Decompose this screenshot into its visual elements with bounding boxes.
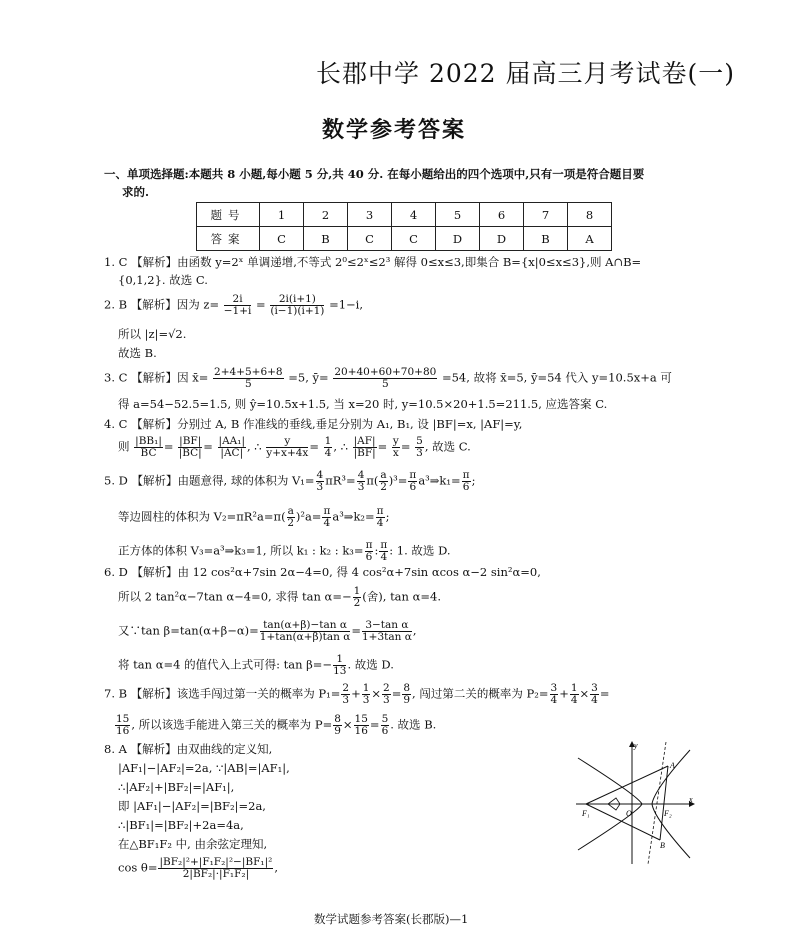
table-header-answer: 答案 bbox=[197, 227, 260, 251]
denominator: 2 bbox=[353, 597, 361, 610]
denominator: −1+i bbox=[223, 305, 252, 318]
q1-line1: 1. C 【解析】由函数 y=2ˣ 单调递增,不等式 2⁰≤2ˣ≤2³ 解得 0≤x≤3,即集合 B={x|0≤x≤3},则 A∩B= bbox=[104, 255, 642, 269]
table-cell: B bbox=[524, 227, 568, 251]
denominator: |BC| bbox=[178, 447, 202, 460]
q6-line1: 6. D 【解析】由 12 cos²α+7sin 2α−4=0, 得 4 cos²α+7sin αcos α−2 sin²α=0, bbox=[104, 565, 541, 579]
q2-fraction-1 bbox=[224, 294, 252, 317]
line-f1-b bbox=[586, 804, 660, 840]
point-b-label: B bbox=[660, 841, 665, 850]
q7-text: = bbox=[369, 717, 380, 732]
q5-text: )³= bbox=[388, 473, 408, 488]
section-heading: 一、单项选择题:本题共 8 小题,每小题 5 分,共 40 分. 在每小题给出的四个选项中,只有一项是符合题目要 bbox=[104, 167, 645, 181]
hyperbola-figure bbox=[568, 738, 698, 868]
q5-lead: 5. D 【解析】由题意得, 球的体积为 V₁= bbox=[104, 473, 315, 488]
denominator: 3 bbox=[342, 694, 350, 707]
numerator: π bbox=[365, 539, 373, 551]
q2-line2: 所以 |z|=√2. bbox=[118, 327, 187, 341]
f1-label: F₁ bbox=[582, 809, 590, 818]
denominator: 6 bbox=[381, 725, 389, 738]
q8-line2: |AF₁|−|AF₂|=2a, ∵|AB|=|AF₁|, bbox=[118, 761, 290, 775]
q4-fraction bbox=[218, 436, 246, 459]
numerator: 1 bbox=[324, 435, 332, 447]
denominator: 6 bbox=[462, 481, 470, 494]
table-cell: 5 bbox=[436, 203, 480, 227]
numerator: 8 bbox=[403, 682, 411, 694]
q7-fraction bbox=[341, 683, 350, 706]
q5-text: 等边圆柱的体积为 V₂=πR²a=π( bbox=[118, 509, 286, 524]
page-subtitle: 数学参考答案 bbox=[322, 117, 467, 143]
q4-fraction bbox=[134, 436, 163, 459]
numerator: 1 bbox=[353, 585, 361, 597]
numerator: |BF| bbox=[179, 435, 202, 447]
q5-fraction bbox=[316, 470, 325, 493]
numerator: a bbox=[287, 505, 294, 517]
denominator: 9 bbox=[334, 725, 341, 738]
q6-text: , bbox=[412, 623, 417, 638]
denominator: 4 bbox=[550, 694, 558, 707]
q8-line5: ∴|BF₁|=|BF₂|+2a=4a, bbox=[118, 818, 244, 832]
q8-line3: ∴|AF₂|+|BF₂|=|AF₁|, bbox=[118, 780, 235, 794]
q5-text: πR³= bbox=[325, 473, 356, 488]
q6-text: = bbox=[351, 623, 361, 638]
table-cell: D bbox=[480, 227, 524, 251]
q4-line1: 4. C 【解析】分别过 A, B 作准线的垂线,垂足分别为 A₁, B₁, 设 |BF|=x, |AF|=y, bbox=[104, 417, 523, 431]
denominator: 4 bbox=[591, 694, 598, 707]
q2-fraction-2 bbox=[270, 294, 324, 317]
y-axis-label: y bbox=[634, 741, 638, 750]
q2-line3: 故选 B. bbox=[118, 346, 157, 360]
numerator: 3−tan α bbox=[362, 620, 412, 632]
numerator: 3 bbox=[550, 682, 558, 694]
numerator: y bbox=[266, 436, 308, 448]
table-cell: 8 bbox=[568, 203, 612, 227]
q6-text: (舍), tan α=4. bbox=[362, 589, 441, 604]
table-cell: 3 bbox=[348, 203, 392, 227]
numerator: |BB₁| bbox=[135, 435, 162, 447]
q7-fraction bbox=[402, 683, 411, 706]
numerator: 1 bbox=[333, 654, 346, 666]
numerator: 4 bbox=[357, 469, 365, 481]
q5-fraction bbox=[365, 540, 374, 563]
q7-fraction bbox=[362, 683, 371, 706]
numerator: a bbox=[380, 469, 387, 481]
origin-label: O bbox=[626, 809, 632, 818]
table-cell: C bbox=[392, 227, 436, 251]
q4-therefore: , ∴ bbox=[333, 439, 348, 454]
page-title: 长郡中学 2022 届高三月考试卷(一) bbox=[316, 59, 736, 88]
q3-line1 bbox=[104, 367, 672, 390]
q6-text: 又∵tan β=tan(α+β−α)= bbox=[118, 623, 259, 638]
denominator: 9 bbox=[403, 694, 411, 707]
denominator: |AC| bbox=[220, 447, 244, 460]
q7-fraction bbox=[382, 683, 391, 706]
point-a-label: A bbox=[670, 761, 675, 770]
denominator: 4 bbox=[323, 517, 331, 530]
numerator: |AF| bbox=[353, 435, 376, 447]
q5-text: 正方体的体积 V₃=a³⇒k₃=1, 所以 k₁ : k₂ : k₃= bbox=[118, 543, 364, 558]
table-cell: C bbox=[260, 227, 304, 251]
q3-fraction-1 bbox=[213, 367, 284, 390]
numerator: π bbox=[462, 469, 470, 481]
table-cell: 2 bbox=[304, 203, 348, 227]
numerator: 2i(i+1) bbox=[270, 294, 324, 306]
denominator: 5 bbox=[381, 378, 389, 391]
numerator: π bbox=[380, 539, 388, 551]
q8-cos-formula bbox=[118, 857, 278, 880]
q5-line2 bbox=[118, 506, 389, 529]
q7-line1 bbox=[104, 683, 609, 706]
numerator: 5 bbox=[381, 713, 389, 725]
q5-line3 bbox=[118, 540, 451, 563]
numerator: 2 bbox=[383, 682, 390, 694]
q6-line3 bbox=[118, 620, 416, 643]
numerator: 2 bbox=[342, 682, 350, 694]
q7-fraction bbox=[590, 683, 599, 706]
q6-text: 所以 2 tan²α−7tan α−4=0, 求得 tan α=− bbox=[118, 589, 352, 604]
denominator: 3 bbox=[316, 481, 324, 494]
q8-line1: 8. A 【解析】由双曲线的定义知, bbox=[104, 742, 273, 756]
q7-fraction bbox=[381, 714, 390, 737]
numerator: 2+4+5+6+8 bbox=[214, 366, 283, 378]
q7-text: = bbox=[391, 686, 402, 701]
q5-text: ; bbox=[471, 473, 476, 488]
q5-fraction bbox=[379, 470, 387, 493]
q8-text: , bbox=[274, 860, 279, 875]
q5-text: : 1. 故选 D. bbox=[389, 543, 451, 558]
q8-text: cos θ= bbox=[118, 860, 158, 875]
q5-fraction bbox=[462, 470, 471, 493]
numerator: y bbox=[392, 435, 399, 447]
q3-fraction-2 bbox=[333, 367, 437, 390]
denominator: 4 bbox=[380, 551, 388, 564]
q6-line2 bbox=[118, 586, 441, 609]
denominator: 5 bbox=[244, 378, 252, 391]
q7-fraction bbox=[354, 714, 369, 737]
q7-line2 bbox=[114, 714, 436, 737]
numerator: 15 bbox=[354, 713, 368, 725]
denominator: 4 bbox=[570, 694, 578, 707]
q2-line1 bbox=[104, 294, 363, 317]
section-heading-cont: 求的. bbox=[122, 185, 150, 199]
numerator: 8 bbox=[334, 713, 341, 725]
table-cell: A bbox=[568, 227, 612, 251]
denominator: 16 bbox=[116, 725, 130, 738]
q7-text: = bbox=[599, 686, 610, 701]
denominator: y+x+4x bbox=[266, 447, 309, 460]
q4-fraction bbox=[392, 436, 400, 459]
q7-text: , 闯过第二关的概率为 P₂= bbox=[412, 686, 549, 701]
q8-fraction bbox=[158, 857, 273, 880]
numerator: 15 bbox=[116, 713, 130, 725]
numerator: π bbox=[323, 505, 331, 517]
q6-fraction bbox=[362, 620, 412, 643]
denominator: 3 bbox=[383, 694, 390, 707]
answer-table-answer-row bbox=[197, 227, 612, 251]
q5-fraction bbox=[379, 540, 388, 563]
numerator: |BF₂|²+|F₁F₂|²−|BF₁|² bbox=[159, 856, 273, 868]
q3-mid: =5, ȳ= bbox=[288, 370, 329, 385]
answer-table bbox=[196, 202, 612, 251]
numerator: 1 bbox=[362, 682, 370, 694]
table-cell: 4 bbox=[392, 203, 436, 227]
q5-fraction bbox=[287, 506, 295, 529]
denominator: 16 bbox=[354, 725, 368, 738]
denominator: x bbox=[392, 447, 399, 460]
q5-text: a³⇒k₂= bbox=[332, 509, 375, 524]
f2-label: F₂ bbox=[664, 809, 672, 818]
denominator: 2 bbox=[287, 517, 295, 530]
numerator: π bbox=[376, 505, 384, 517]
q3-tail: =54, 故将 x̄=5, ȳ=54 代入 y=10.5x+a 可 bbox=[441, 370, 672, 385]
q7-text: × bbox=[579, 686, 590, 701]
denominator: 4 bbox=[376, 517, 384, 530]
denominator: 1+3tan α bbox=[361, 631, 412, 644]
q2-eq: = bbox=[256, 297, 266, 312]
numerator: |AA₁| bbox=[218, 435, 245, 447]
x-axis-label: x bbox=[689, 795, 693, 804]
table-cell: 7 bbox=[524, 203, 568, 227]
denominator: 6 bbox=[365, 551, 373, 564]
q5-text: : bbox=[374, 543, 379, 558]
q7-text: 7. B 【解析】该选手闯过第一关的概率为 P₁= bbox=[104, 686, 341, 701]
numerator: tan(α+β)−tan α bbox=[260, 620, 351, 632]
q4-fraction bbox=[415, 436, 424, 459]
denominator: 3 bbox=[362, 694, 370, 707]
q5-text: ; bbox=[385, 509, 390, 524]
line-f1-a bbox=[586, 766, 668, 804]
q7-text: + bbox=[559, 686, 569, 701]
q5-fraction bbox=[357, 470, 366, 493]
q6-text: . 故选 D. bbox=[347, 657, 394, 672]
denominator: 2 bbox=[380, 481, 387, 494]
table-header-number: 题号 bbox=[197, 203, 260, 227]
q6-text: 将 tan α=4 的值代入上式可得: tan β=− bbox=[118, 657, 333, 672]
q7-text: + bbox=[351, 686, 361, 701]
denominator: 3 bbox=[416, 447, 423, 460]
denominator: (i−1)(i+1) bbox=[270, 305, 325, 318]
q7-fraction bbox=[570, 683, 579, 706]
q1-line2: {0,1,2}. 故选 C. bbox=[118, 273, 208, 287]
q3-lead: 3. C 【解析】因 x̄= bbox=[104, 370, 209, 385]
q6-fraction bbox=[333, 654, 346, 677]
q7-text: × bbox=[342, 717, 353, 732]
q4-therefore: , ∴ bbox=[247, 439, 262, 454]
denominator: BC bbox=[140, 447, 157, 460]
q4-lead: 则 bbox=[118, 439, 130, 454]
q7-fraction bbox=[333, 714, 342, 737]
q5-text: )²a= bbox=[295, 509, 322, 524]
q6-fraction bbox=[260, 620, 351, 643]
numerator: 5 bbox=[416, 435, 423, 447]
page-footer: 数学试题参考答案(长郡版)—1 bbox=[314, 912, 469, 926]
q8-line6: 在△BF₁F₂ 中, 由余弦定理知, bbox=[118, 837, 268, 851]
denominator: 2|BF₂|·|F₁F₂| bbox=[182, 868, 250, 881]
q4-line2: 则 $\frac{\text{|BB₁|}}{BC}$ = $\frac{|BF|}{|BC|}$ = $\frac{\text{|AA₁|}}{|AC|}$ , ∴ $\frac{y}{y+x+4x}$ = $\frac{1}{4}$ , ∴ $\frac{|AF|}{|BF|}$ = $\frac{y}{x}$ = $\frac{5}{3}$ , 故选 C. bbox=[118, 435, 471, 460]
table-cell: B bbox=[304, 227, 348, 251]
denominator: 4 bbox=[324, 447, 332, 460]
q2-lead: 2. B 【解析】因为 z= bbox=[104, 297, 220, 312]
q5-fraction bbox=[322, 506, 331, 529]
q5-text: π( bbox=[366, 473, 379, 488]
q7-text: × bbox=[371, 686, 382, 701]
denominator: 6 bbox=[409, 481, 417, 494]
denominator: 3 bbox=[357, 481, 365, 494]
q5-fraction bbox=[376, 506, 385, 529]
q7-fraction bbox=[115, 714, 130, 737]
q6-line4 bbox=[118, 654, 394, 677]
q7-fraction bbox=[550, 683, 559, 706]
numerator: 4 bbox=[316, 469, 324, 481]
q3-line2: 得 a=54−52.5=1.5, 则 ŷ=10.5x+1.5, 当 x=20 时, y=10.5×20+1.5=211.5, 应选答案 C. bbox=[118, 397, 608, 411]
q4-tail: , 故选 C. bbox=[424, 439, 471, 454]
denominator: 1+tan(α+β)tan α bbox=[259, 631, 351, 644]
q6-fraction bbox=[353, 586, 362, 609]
q5-text: a³⇒k₁= bbox=[418, 473, 461, 488]
table-cell: 1 bbox=[260, 203, 304, 227]
numerator: π bbox=[409, 469, 417, 481]
q2-tail: =1−i, bbox=[329, 297, 363, 312]
q8-line4: 即 |AF₁|−|AF₂|=|BF₂|=2a, bbox=[118, 799, 266, 813]
numerator: 20+40+60+70+80 bbox=[334, 366, 437, 378]
q4-fraction bbox=[266, 436, 308, 459]
denominator: 13 bbox=[333, 665, 347, 678]
numerator: 3 bbox=[591, 682, 598, 694]
table-cell: C bbox=[348, 227, 392, 251]
q5-line1 bbox=[104, 470, 475, 493]
q4-fraction bbox=[353, 436, 377, 459]
denominator: |BF| bbox=[353, 447, 376, 460]
q5-fraction bbox=[408, 470, 417, 493]
numerator: 2i bbox=[224, 294, 252, 306]
table-cell: 6 bbox=[480, 203, 524, 227]
q7-text: . 故选 B. bbox=[390, 717, 437, 732]
numerator: 1 bbox=[570, 682, 578, 694]
q7-text: , 所以该选手能进入第三关的概率为 P= bbox=[131, 717, 333, 732]
q4-fraction bbox=[324, 436, 333, 459]
answer-table-number-row bbox=[197, 203, 612, 227]
table-cell: D bbox=[436, 227, 480, 251]
q4-fraction bbox=[178, 436, 202, 459]
